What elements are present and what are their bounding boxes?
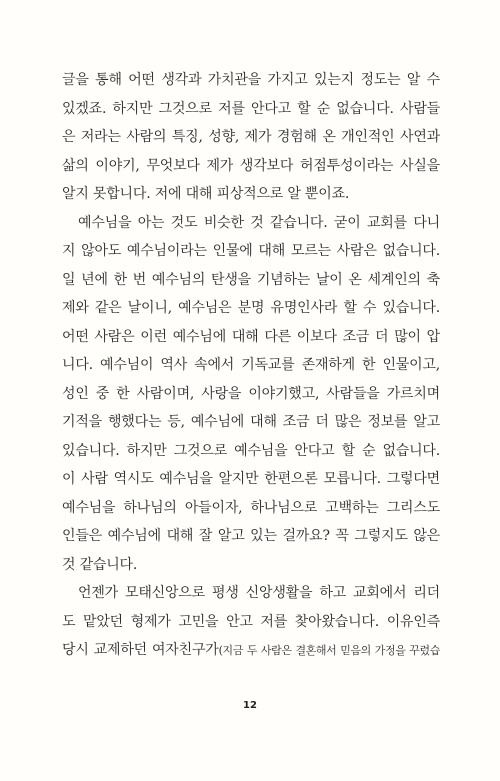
text-line: 제와 같은 날이니, 예수님은 분명 유명인사라 할 수 있습니다.	[62, 300, 440, 316]
text-line: 어떤 사람은 이런 예수님에 대해 다른 이보다 조금 더 많이 압	[62, 328, 440, 345]
text-line: 니다. 예수님이 역사 속에서 기독교를 존재하게 한 인물이고,	[62, 357, 440, 373]
text-line: 있겠죠. 하지만 그것으로 저를 안다고 할 순 없습니다. 사람들	[62, 100, 440, 117]
text-line: 일 년에 한 번 예수님의 탄생을 기념하는 날이 온 세계인의 축	[62, 271, 440, 288]
text-line: 알지 못합니다. 저에 대해 피상적으로 알 뿐이죠.	[62, 186, 350, 202]
text-line: 언젠가 모태신앙으로 평생 신앙생활을 하고 교회에서 리더	[78, 585, 440, 601]
text-line: 기적을 행했다는 등, 예수님에 대해 조금 더 많은 정보를 알고	[62, 414, 440, 430]
text-line: 은 저라는 사람의 특징, 성향, 제가 경험해 온 개인적인 사연과	[62, 129, 440, 145]
text-line-main: 당시 교제하던 여자친구가	[62, 642, 219, 658]
text-line	[62, 636, 440, 665]
text-line: 지 않아도 예수님이라는 인물에 대해 모르는 사람은 없습니다.	[62, 243, 440, 259]
text-line: 성인 중 한 사람이며, 사랑을 이야기했고, 사람들을 가르치며	[62, 385, 440, 402]
body-text	[62, 66, 440, 665]
text-line: 이 사람 역시도 예수님을 알지만 한편으론 모릅니다. 그렇다면	[62, 471, 440, 487]
parenthetical-note: (지금 두 사람은 결혼해서 믿음의 가정을 꾸렸습	[218, 644, 440, 657]
text-line: 것 같습니다.	[62, 556, 138, 573]
text-line: 인들은 예수님에 대해 잘 알고 있는 걸까요? 꼭 그렇지도 않은	[62, 528, 440, 544]
text-line: 있습니다. 하지만 그것으로 예수님을 안다고 할 순 없습니다.	[62, 442, 440, 459]
text-line: 글을 통해 어떤 생각과 가치관을 가지고 있는지 정도는 알 수	[62, 72, 440, 88]
text-line: 삶의 이야기, 무엇보다 제가 생각보다 허점투성이라는 사실을	[62, 157, 440, 174]
text-line: 예수님을 아는 것도 비슷한 것 같습니다. 굳이 교회를 다니	[78, 214, 440, 231]
page-number: 12	[243, 700, 257, 711]
text-line: 예수님을 하나님의 아들이자, 하나님으로 고백하는 그리스도	[62, 499, 440, 516]
text-line: 도 맡았던 형제가 고민을 안고 저를 찾아왔습니다. 이유인즉	[62, 613, 440, 630]
